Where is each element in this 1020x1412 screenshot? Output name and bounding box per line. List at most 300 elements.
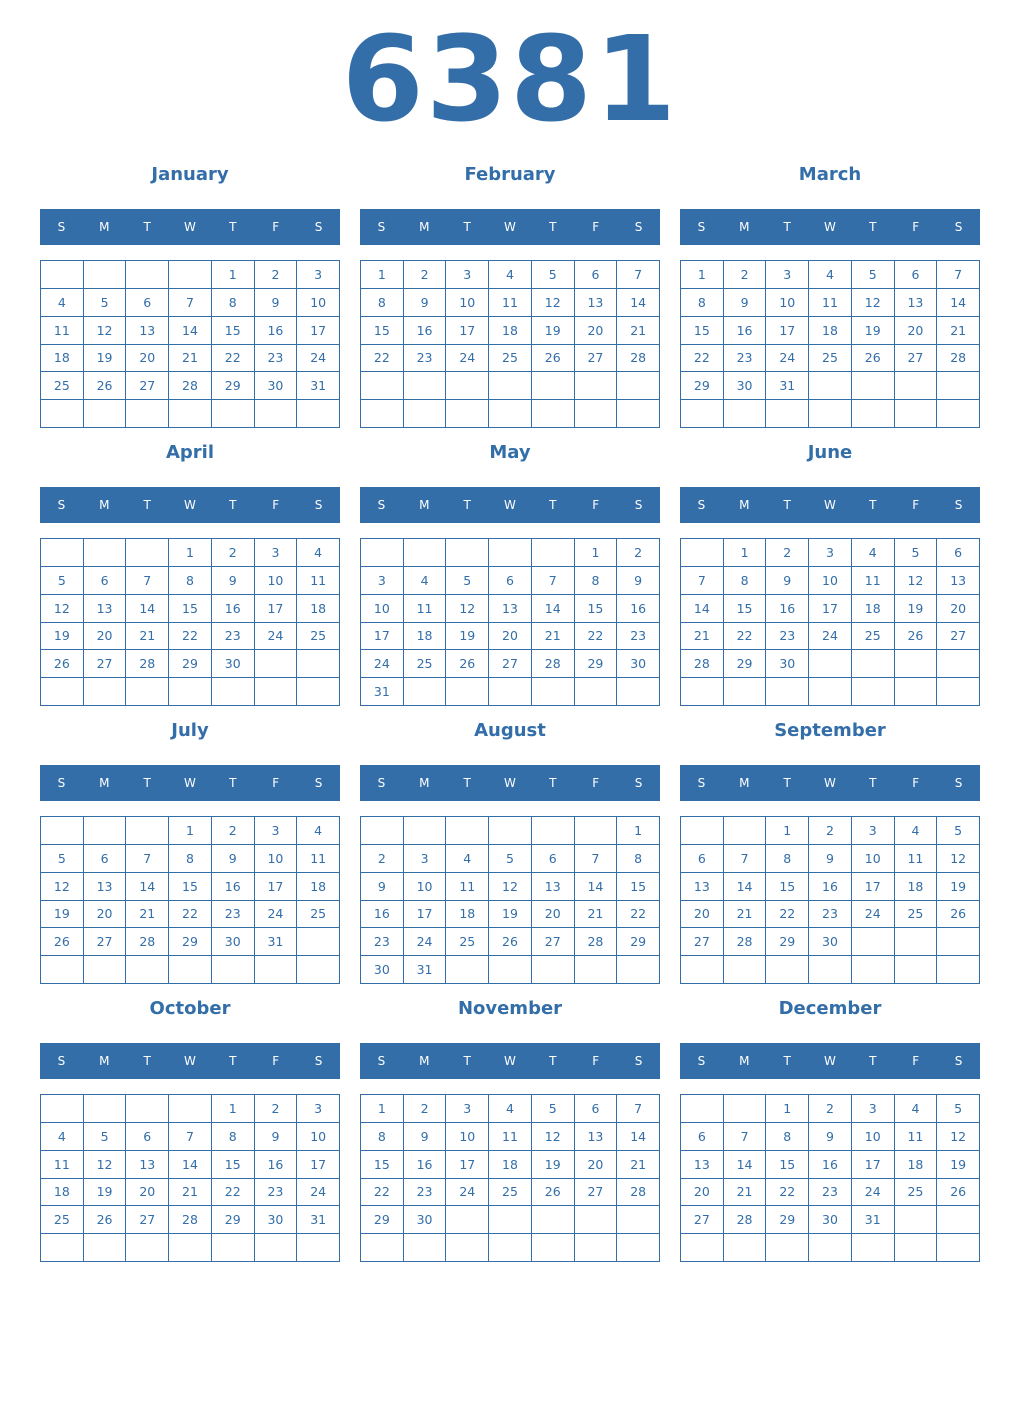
day-cell: 19 xyxy=(895,595,938,623)
day-cell: 5 xyxy=(489,845,532,873)
month-name: April xyxy=(165,442,215,463)
day-cell: 19 xyxy=(532,317,575,345)
day-cell: 9 xyxy=(766,567,809,595)
day-cell: 19 xyxy=(84,345,127,373)
empty-day-cell xyxy=(937,400,980,428)
day-cell: 1 xyxy=(681,261,724,289)
weekday-label: F xyxy=(592,220,600,234)
day-cell: 14 xyxy=(575,873,618,901)
weekday-label: T xyxy=(783,1054,791,1068)
day-cell: 16 xyxy=(255,317,298,345)
day-cell: 11 xyxy=(852,567,895,595)
month-june xyxy=(680,441,980,709)
day-cell: 5 xyxy=(84,289,127,317)
day-cell: 2 xyxy=(766,539,809,567)
empty-day-cell xyxy=(41,678,84,706)
empty-day-cell xyxy=(766,678,809,706)
empty-day-cell xyxy=(724,1095,767,1123)
day-cell: 1 xyxy=(766,817,809,845)
weekday-label: F xyxy=(592,776,600,790)
day-cell: 25 xyxy=(297,901,340,929)
day-cell: 29 xyxy=(212,372,255,400)
day-cell: 3 xyxy=(446,261,489,289)
weekday-label: T xyxy=(549,220,557,234)
empty-day-cell xyxy=(297,678,340,706)
day-cell: 17 xyxy=(297,317,340,345)
weekday-label: M xyxy=(419,776,430,790)
empty-day-cell xyxy=(446,817,489,845)
weekday-label: M xyxy=(99,776,110,790)
empty-day-cell xyxy=(681,400,724,428)
day-cell: 21 xyxy=(724,901,767,929)
day-cell: 31 xyxy=(852,1206,895,1234)
day-cell: 17 xyxy=(361,623,404,651)
empty-day-cell xyxy=(532,1234,575,1262)
day-cell: 1 xyxy=(724,539,767,567)
day-cell: 27 xyxy=(489,650,532,678)
empty-day-cell xyxy=(895,1206,938,1234)
day-cell: 9 xyxy=(617,567,660,595)
day-cell: 30 xyxy=(404,1206,447,1234)
empty-day-cell xyxy=(937,956,980,984)
month-name: August xyxy=(474,720,546,741)
day-cell: 25 xyxy=(809,345,852,373)
day-cell: 2 xyxy=(617,539,660,567)
empty-day-cell xyxy=(446,1206,489,1234)
empty-day-cell xyxy=(809,1234,852,1262)
day-cell: 16 xyxy=(255,1151,298,1179)
day-cell: 16 xyxy=(766,595,809,623)
day-cell: 6 xyxy=(84,845,127,873)
month-may xyxy=(360,441,660,709)
day-cell: 8 xyxy=(212,1123,255,1151)
day-cell: 28 xyxy=(617,1179,660,1207)
day-cell: 20 xyxy=(575,317,618,345)
empty-day-cell xyxy=(361,400,404,428)
empty-day-cell xyxy=(617,372,660,400)
day-cell: 18 xyxy=(404,623,447,651)
empty-day-cell xyxy=(681,678,724,706)
day-cell: 9 xyxy=(361,873,404,901)
empty-day-cell xyxy=(724,1234,767,1262)
weekday-label: F xyxy=(272,1054,280,1068)
day-cell: 15 xyxy=(617,873,660,901)
day-cell: 8 xyxy=(361,1123,404,1151)
day-cell: 12 xyxy=(532,1123,575,1151)
day-cell: 22 xyxy=(617,901,660,929)
empty-day-cell xyxy=(446,678,489,706)
weekday-label: S xyxy=(634,776,643,790)
empty-day-cell xyxy=(41,956,84,984)
day-cell: 1 xyxy=(361,1095,404,1123)
day-cell: 13 xyxy=(84,595,127,623)
day-cell: 5 xyxy=(532,261,575,289)
weekday-label: F xyxy=(912,776,920,790)
day-cell: 16 xyxy=(809,1151,852,1179)
weekday-header xyxy=(40,209,340,245)
weekday-label: M xyxy=(99,498,110,512)
weekday-label: T xyxy=(229,1054,237,1068)
day-cell: 7 xyxy=(532,567,575,595)
day-cell: 19 xyxy=(532,1151,575,1179)
day-cell: 21 xyxy=(169,345,212,373)
day-cell: 3 xyxy=(404,845,447,873)
weekday-label: S xyxy=(634,498,643,512)
weekday-label: T xyxy=(463,1054,471,1068)
empty-day-cell xyxy=(895,956,938,984)
day-cell: 24 xyxy=(852,901,895,929)
day-cell: 13 xyxy=(126,1151,169,1179)
empty-day-cell xyxy=(532,1206,575,1234)
empty-day-cell xyxy=(361,1234,404,1262)
empty-day-cell xyxy=(255,650,298,678)
day-cell: 31 xyxy=(297,1206,340,1234)
day-cell: 29 xyxy=(766,928,809,956)
month-name: December xyxy=(778,998,882,1019)
empty-day-cell xyxy=(575,400,618,428)
day-cell: 1 xyxy=(212,1095,255,1123)
day-cell: 23 xyxy=(361,928,404,956)
weekday-label: W xyxy=(824,220,836,234)
day-cell: 23 xyxy=(617,623,660,651)
day-cell: 18 xyxy=(895,1151,938,1179)
empty-day-cell xyxy=(297,400,340,428)
day-cell: 12 xyxy=(532,289,575,317)
weekday-label: W xyxy=(824,498,836,512)
day-cell: 3 xyxy=(809,539,852,567)
day-cell: 20 xyxy=(895,317,938,345)
day-cell: 10 xyxy=(852,845,895,873)
day-cell: 29 xyxy=(361,1206,404,1234)
day-cell: 29 xyxy=(169,650,212,678)
day-cell: 21 xyxy=(617,317,660,345)
month-name: July xyxy=(171,720,209,741)
day-cell: 23 xyxy=(724,345,767,373)
weekday-header xyxy=(40,765,340,801)
day-cell: 7 xyxy=(169,1123,212,1151)
empty-day-cell xyxy=(446,400,489,428)
weekday-label: W xyxy=(184,776,196,790)
day-cell: 28 xyxy=(532,650,575,678)
empty-day-cell xyxy=(212,678,255,706)
day-cell: 13 xyxy=(681,873,724,901)
empty-day-cell xyxy=(84,1234,127,1262)
empty-day-cell xyxy=(724,678,767,706)
day-cell: 1 xyxy=(617,817,660,845)
empty-day-cell xyxy=(41,261,84,289)
day-grid xyxy=(40,816,340,984)
day-cell: 18 xyxy=(852,595,895,623)
empty-day-cell xyxy=(126,400,169,428)
month-march xyxy=(680,163,980,431)
day-cell: 3 xyxy=(255,817,298,845)
day-cell: 14 xyxy=(126,595,169,623)
day-cell: 12 xyxy=(84,1151,127,1179)
day-cell: 21 xyxy=(617,1151,660,1179)
day-cell: 13 xyxy=(489,595,532,623)
day-cell: 14 xyxy=(617,1123,660,1151)
day-cell: 16 xyxy=(361,901,404,929)
day-cell: 2 xyxy=(809,817,852,845)
day-cell: 25 xyxy=(895,901,938,929)
day-cell: 23 xyxy=(809,1179,852,1207)
day-cell: 10 xyxy=(255,567,298,595)
day-cell: 10 xyxy=(446,289,489,317)
empty-day-cell xyxy=(681,817,724,845)
empty-day-cell xyxy=(617,1206,660,1234)
day-cell: 7 xyxy=(169,289,212,317)
empty-day-cell xyxy=(404,400,447,428)
day-cell: 30 xyxy=(766,650,809,678)
day-cell: 7 xyxy=(126,567,169,595)
weekday-label: S xyxy=(634,220,643,234)
month-name: September xyxy=(774,720,886,741)
empty-day-cell xyxy=(937,1206,980,1234)
day-cell: 26 xyxy=(41,928,84,956)
day-cell: 5 xyxy=(937,817,980,845)
day-cell: 22 xyxy=(212,345,255,373)
day-cell: 8 xyxy=(681,289,724,317)
day-cell: 17 xyxy=(766,317,809,345)
day-cell: 20 xyxy=(532,901,575,929)
day-cell: 11 xyxy=(489,1123,532,1151)
day-cell: 25 xyxy=(41,1206,84,1234)
day-cell: 10 xyxy=(361,595,404,623)
day-cell: 5 xyxy=(895,539,938,567)
empty-day-cell xyxy=(681,956,724,984)
empty-day-cell xyxy=(361,817,404,845)
day-cell: 4 xyxy=(297,817,340,845)
empty-day-cell xyxy=(361,372,404,400)
day-cell: 12 xyxy=(937,1123,980,1151)
day-cell: 25 xyxy=(489,1179,532,1207)
day-cell: 18 xyxy=(297,595,340,623)
day-cell: 25 xyxy=(852,623,895,651)
month-name: May xyxy=(489,442,531,463)
day-cell: 9 xyxy=(404,289,447,317)
empty-day-cell xyxy=(126,678,169,706)
weekday-label: S xyxy=(634,1054,643,1068)
empty-day-cell xyxy=(84,539,127,567)
day-cell: 16 xyxy=(617,595,660,623)
day-cell: 19 xyxy=(852,317,895,345)
weekday-label: S xyxy=(314,1054,323,1068)
day-cell: 21 xyxy=(126,901,169,929)
weekday-label: S xyxy=(57,498,66,512)
day-cell: 29 xyxy=(766,1206,809,1234)
day-cell: 23 xyxy=(404,345,447,373)
day-cell: 27 xyxy=(84,928,127,956)
empty-day-cell xyxy=(809,372,852,400)
day-cell: 30 xyxy=(809,1206,852,1234)
day-grid xyxy=(360,260,660,428)
day-cell: 14 xyxy=(681,595,724,623)
day-cell: 27 xyxy=(126,372,169,400)
weekday-label: S xyxy=(954,498,963,512)
day-cell: 13 xyxy=(895,289,938,317)
weekday-label: S xyxy=(954,220,963,234)
empty-day-cell xyxy=(255,400,298,428)
empty-day-cell xyxy=(489,817,532,845)
weekday-label: S xyxy=(377,776,386,790)
day-cell: 10 xyxy=(809,567,852,595)
empty-day-cell xyxy=(895,1234,938,1262)
day-cell: 6 xyxy=(937,539,980,567)
empty-day-cell xyxy=(766,400,809,428)
weekday-label: W xyxy=(184,498,196,512)
day-cell: 31 xyxy=(404,956,447,984)
weekday-label: T xyxy=(463,776,471,790)
day-cell: 21 xyxy=(724,1179,767,1207)
empty-day-cell xyxy=(532,817,575,845)
day-cell: 18 xyxy=(41,345,84,373)
day-cell: 24 xyxy=(809,623,852,651)
month-name: November xyxy=(457,998,563,1019)
day-cell: 20 xyxy=(84,901,127,929)
weekday-header xyxy=(40,487,340,523)
empty-day-cell xyxy=(532,956,575,984)
day-cell: 2 xyxy=(361,845,404,873)
weekday-header xyxy=(360,765,660,801)
day-cell: 10 xyxy=(446,1123,489,1151)
weekday-label: M xyxy=(739,220,750,234)
day-cell: 28 xyxy=(681,650,724,678)
day-cell: 7 xyxy=(617,1095,660,1123)
day-cell: 15 xyxy=(212,1151,255,1179)
day-cell: 24 xyxy=(766,345,809,373)
day-cell: 2 xyxy=(255,1095,298,1123)
day-cell: 20 xyxy=(681,901,724,929)
empty-day-cell xyxy=(255,1234,298,1262)
empty-day-cell xyxy=(489,400,532,428)
day-cell: 6 xyxy=(575,1095,618,1123)
day-cell: 3 xyxy=(297,261,340,289)
empty-day-cell xyxy=(532,678,575,706)
day-cell: 3 xyxy=(852,817,895,845)
day-cell: 6 xyxy=(895,261,938,289)
day-cell: 7 xyxy=(617,261,660,289)
day-cell: 18 xyxy=(446,901,489,929)
day-cell: 24 xyxy=(297,1179,340,1207)
weekday-label: F xyxy=(272,776,280,790)
weekday-label: T xyxy=(869,498,877,512)
day-cell: 15 xyxy=(766,873,809,901)
day-cell: 12 xyxy=(489,873,532,901)
day-cell: 27 xyxy=(84,650,127,678)
month-july xyxy=(40,719,340,987)
day-cell: 29 xyxy=(212,1206,255,1234)
day-cell: 2 xyxy=(724,261,767,289)
weekday-label: M xyxy=(739,1054,750,1068)
empty-day-cell xyxy=(809,678,852,706)
day-cell: 17 xyxy=(297,1151,340,1179)
day-cell: 14 xyxy=(126,873,169,901)
day-cell: 22 xyxy=(766,1179,809,1207)
day-cell: 22 xyxy=(169,623,212,651)
empty-day-cell xyxy=(446,956,489,984)
empty-day-cell xyxy=(937,928,980,956)
weekday-label: S xyxy=(697,220,706,234)
empty-day-cell xyxy=(575,372,618,400)
day-cell: 30 xyxy=(212,928,255,956)
day-cell: 24 xyxy=(404,928,447,956)
day-cell: 18 xyxy=(41,1179,84,1207)
day-cell: 12 xyxy=(84,317,127,345)
day-cell: 22 xyxy=(212,1179,255,1207)
weekday-label: S xyxy=(57,220,66,234)
empty-day-cell xyxy=(84,956,127,984)
day-cell: 30 xyxy=(255,372,298,400)
day-cell: 27 xyxy=(532,928,575,956)
weekday-label: M xyxy=(99,220,110,234)
day-cell: 4 xyxy=(489,1095,532,1123)
day-cell: 8 xyxy=(169,845,212,873)
day-cell: 5 xyxy=(84,1123,127,1151)
day-cell: 17 xyxy=(404,901,447,929)
empty-day-cell xyxy=(489,956,532,984)
day-cell: 18 xyxy=(297,873,340,901)
day-cell: 9 xyxy=(212,845,255,873)
empty-day-cell xyxy=(212,1234,255,1262)
weekday-label: T xyxy=(229,220,237,234)
weekday-label: T xyxy=(143,1054,151,1068)
day-cell: 9 xyxy=(809,845,852,873)
empty-day-cell xyxy=(169,261,212,289)
day-cell: 21 xyxy=(126,623,169,651)
day-cell: 31 xyxy=(361,678,404,706)
empty-day-cell xyxy=(126,539,169,567)
empty-day-cell xyxy=(852,372,895,400)
day-cell: 15 xyxy=(212,317,255,345)
day-cell: 8 xyxy=(766,845,809,873)
empty-day-cell xyxy=(895,400,938,428)
weekday-label: T xyxy=(143,776,151,790)
day-cell: 9 xyxy=(255,289,298,317)
empty-day-cell xyxy=(575,1234,618,1262)
day-cell: 13 xyxy=(937,567,980,595)
day-cell: 19 xyxy=(937,873,980,901)
day-grid xyxy=(360,816,660,984)
day-cell: 17 xyxy=(852,1151,895,1179)
day-cell: 8 xyxy=(212,289,255,317)
day-cell: 5 xyxy=(852,261,895,289)
day-grid xyxy=(680,260,980,428)
empty-day-cell xyxy=(895,372,938,400)
day-cell: 9 xyxy=(404,1123,447,1151)
month-september xyxy=(680,719,980,987)
empty-day-cell xyxy=(852,650,895,678)
empty-day-cell xyxy=(681,1095,724,1123)
day-cell: 24 xyxy=(297,345,340,373)
day-cell: 6 xyxy=(489,567,532,595)
weekday-label: S xyxy=(954,1054,963,1068)
month-name: January xyxy=(151,164,229,185)
day-grid xyxy=(360,538,660,706)
empty-day-cell xyxy=(297,650,340,678)
day-cell: 10 xyxy=(255,845,298,873)
weekday-label: M xyxy=(419,220,430,234)
empty-day-cell xyxy=(724,817,767,845)
day-cell: 23 xyxy=(809,901,852,929)
weekday-label: F xyxy=(912,1054,920,1068)
day-grid xyxy=(680,538,980,706)
empty-day-cell xyxy=(489,539,532,567)
day-cell: 21 xyxy=(532,623,575,651)
day-cell: 20 xyxy=(937,595,980,623)
day-cell: 24 xyxy=(255,623,298,651)
day-cell: 3 xyxy=(361,567,404,595)
day-cell: 26 xyxy=(84,372,127,400)
